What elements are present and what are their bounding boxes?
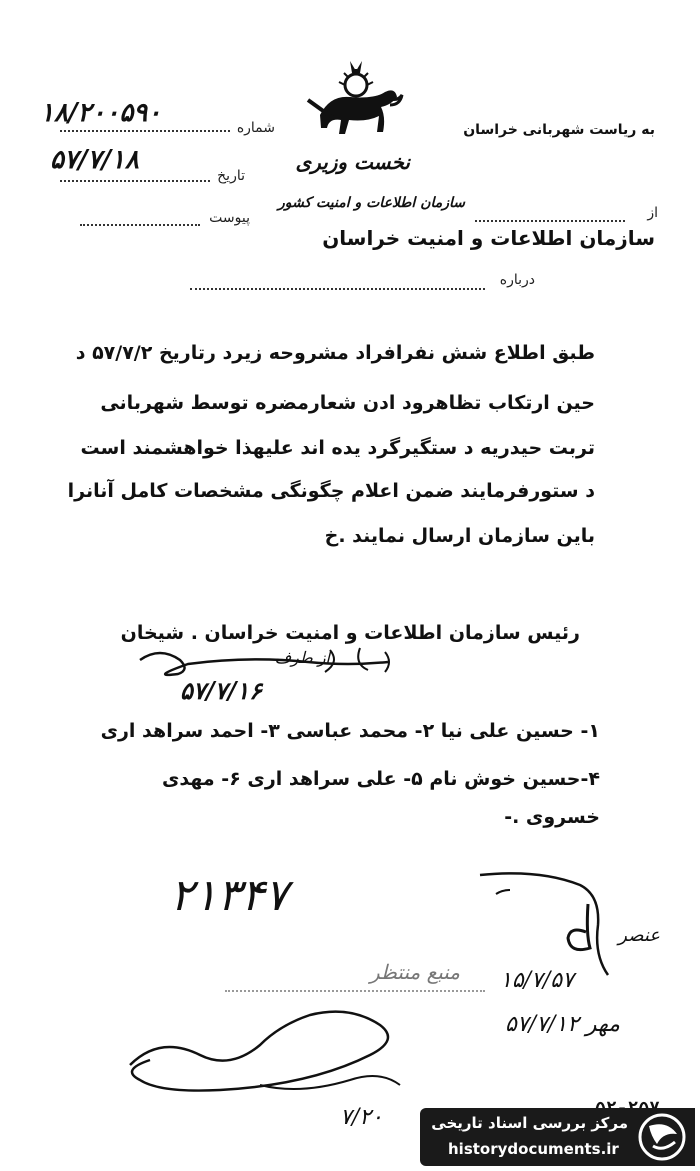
names-line: خسروی .- [504, 806, 600, 828]
number-dotted-line [60, 130, 230, 132]
date-label: تاریخ [217, 168, 245, 184]
signature-scribble-text: از طرف [274, 648, 330, 667]
body-line: حین ارتکاب تظاهرود ادن شعارمضره توسط شهربانی [100, 392, 595, 414]
body-line: تربت حیدریه د ستگیرگرد یده اند علیهذا خواهشمند است [80, 437, 595, 459]
body-line: طبق اطلاع شش نفرافراد مشروحه زیرد رتاریخ ۵۷/۷/۲ د [75, 342, 595, 364]
corner-word: عنصر [618, 925, 660, 946]
number-label: شماره [236, 120, 275, 136]
watermark-url: historydocuments.ir [448, 1140, 619, 1158]
signatory-title: رئیس سازمان اطلاعات و امنیت خراسان . شیخان [120, 622, 580, 644]
letter-number-value: ۱۸/۲۰۰۵۹۰ [40, 98, 162, 128]
annotation-date-2: مهر ۵۷/۷/۱۲ [505, 1012, 620, 1037]
watermark-title: مرکز بررسی اسناد تاریخی [431, 1114, 628, 1132]
pencil-note: منبع منتظر [369, 960, 460, 984]
from-dotted-line [475, 220, 625, 222]
letter-date-value: ۵۷/۷/۱۸ [50, 145, 139, 175]
subject-label: درباره [499, 272, 535, 288]
from-label: از [647, 205, 658, 221]
date-dotted-line [60, 180, 210, 182]
sender-organization: سازمان اطلاعات و امنیت خراسان [322, 226, 655, 250]
subject-dotted-line [190, 288, 485, 290]
agency-name-small: سازمان اطلاعات و امنیت کشور [278, 195, 465, 211]
ministry-name: نخست وزیری [295, 150, 410, 174]
registry-number: ۲۱۳۴۷ [170, 870, 289, 921]
watermark-banner [420, 1108, 695, 1166]
annotation-date-3: ۷/۲۰ [340, 1105, 383, 1130]
attachment-label: پیوست [209, 210, 250, 226]
attachment-dotted-line [80, 224, 200, 226]
addressee-line: به ریاست شهربانی خراسان [463, 122, 655, 138]
signature-date: ۵۷/۷/۱۶ [180, 676, 262, 705]
large-signature-scribble-icon [110, 985, 430, 1115]
annotation-date-1: ۱۵/۷/۵۷ [500, 968, 574, 993]
history-center-logo-icon [635, 1112, 689, 1162]
names-line: ۱- حسین علی نیا ۲- محمد عباسی ۳- احمد سراهد اری [100, 720, 600, 742]
initial-mark-icon [560, 900, 600, 960]
body-line: د ستورفرمایند ضمن اعلام چگونگی مشخصات کامل آنانرا [67, 480, 595, 502]
names-line: ۴-حسین خوش نام ۵- علی سراهد اری ۶- مهدی [161, 768, 600, 790]
body-line: باین سازمان ارسال نمایند .خ [324, 525, 595, 547]
